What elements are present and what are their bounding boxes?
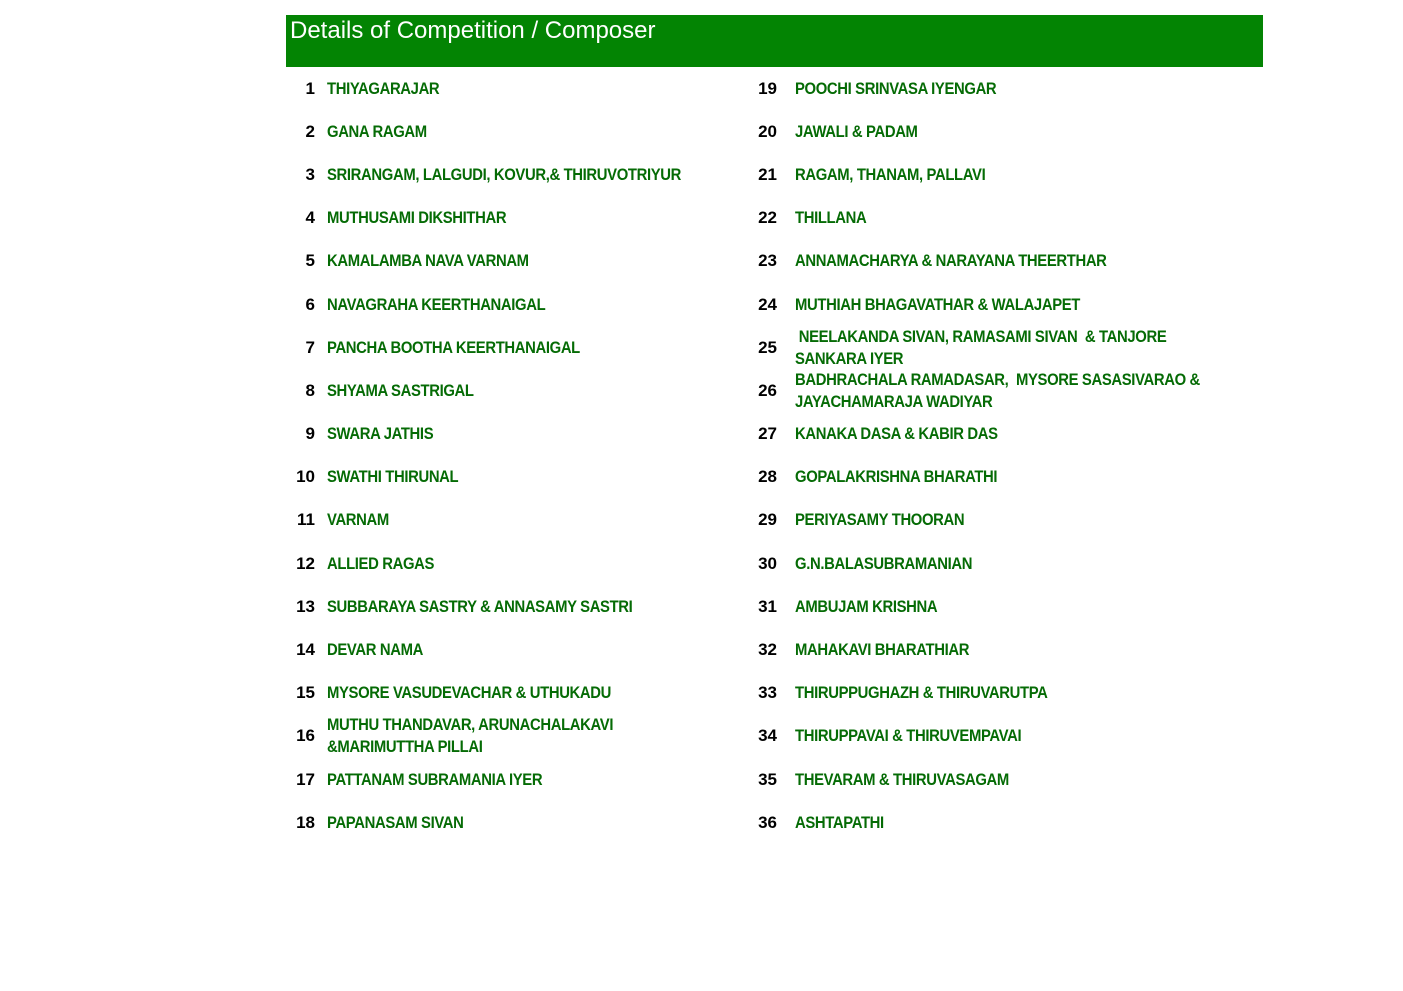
item-name: THEVARAM & THIRUVASAGAM (795, 770, 1009, 789)
item-number: 20 (758, 121, 777, 141)
item-number: 36 (758, 812, 777, 832)
item-name: SRIRANGAM, LALGUDI, KOVUR,& THIRUVOTRIYUR (327, 165, 682, 184)
item-number: 28 (758, 467, 777, 487)
list-item (286, 283, 746, 326)
list-item (286, 110, 746, 153)
item-name: JAWALI & PADAM (795, 122, 918, 141)
list-item (746, 413, 1266, 456)
list-item (746, 585, 1266, 628)
left-column-list (286, 67, 746, 844)
item-name: NAVAGRAHA KEERTHANAIGAL (327, 295, 546, 314)
item-name: PANCHA BOOTHA KEERTHANAIGAL (327, 338, 580, 357)
item-number: 17 (296, 769, 315, 789)
item-number: 8 (305, 380, 315, 400)
list-item (746, 542, 1266, 585)
list-item (286, 628, 746, 671)
item-number: 23 (758, 251, 777, 271)
item-name: ANNAMACHARYA & NARAYANA THEERTHAR (795, 252, 1107, 271)
list-item (746, 153, 1266, 196)
item-number: 25 (758, 337, 777, 357)
list-item (286, 197, 746, 240)
item-name: DEVAR NAMA (327, 641, 423, 660)
item-name: THIRUPPAVAI & THIRUVEMPAVAI (795, 727, 1022, 746)
item-name: NEELAKANDA SIVAN, RAMASAMI SIVAN & TANJORE SANKARA IYER (795, 327, 1171, 368)
item-name: AMBUJAM KRISHNA (795, 597, 938, 616)
item-number: 15 (296, 683, 315, 703)
item-number: 6 (305, 294, 315, 314)
item-number: 16 (296, 726, 315, 746)
item-name: VARNAM (327, 511, 389, 530)
item-name: SUBBARAYA SASTRY & ANNASAMY SASTRI (327, 597, 633, 616)
item-number: 10 (296, 467, 315, 487)
item-number: 33 (758, 683, 777, 703)
list-item (286, 499, 746, 542)
item-number: 21 (758, 164, 777, 184)
item-name: PATTANAM SUBRAMANIA IYER (327, 770, 543, 789)
list-item (746, 672, 1266, 715)
list-item (746, 283, 1266, 326)
list-item (746, 67, 1266, 110)
item-number: 19 (758, 78, 777, 98)
item-name: PERIYASAMY THOORAN (795, 511, 965, 530)
item-number: 7 (305, 337, 315, 357)
list-item (286, 456, 746, 499)
item-name: MUTHUSAMI DIKSHITHAR (327, 209, 507, 228)
item-number: 31 (758, 596, 777, 616)
item-number: 18 (296, 812, 315, 832)
item-number: 22 (758, 208, 777, 228)
list-item (286, 715, 746, 758)
item-name: POOCHI SRINVASA IYENGAR (795, 79, 997, 98)
list-item (286, 672, 746, 715)
list-item (286, 413, 746, 456)
item-number: 5 (305, 251, 315, 271)
item-number: 29 (758, 510, 777, 530)
list-item (746, 499, 1266, 542)
item-name: ASHTAPATHI (795, 813, 884, 832)
item-number: 30 (758, 553, 777, 573)
list-item (746, 628, 1266, 671)
list-item (286, 153, 746, 196)
list-item (746, 715, 1266, 758)
item-name: G.N.BALASUBRAMANIAN (795, 554, 973, 573)
list-item (746, 758, 1266, 801)
item-name: KANAKA DASA & KABIR DAS (795, 425, 998, 444)
item-name: RAGAM, THANAM, PALLAVI (795, 165, 986, 184)
list-item (746, 110, 1266, 153)
item-name: MUTHIAH BHAGAVATHAR & WALAJAPET (795, 295, 1081, 314)
list-item (286, 542, 746, 585)
item-number: 4 (305, 208, 315, 228)
item-name: THIRUPPUGHAZH & THIRUVARUTPA (795, 684, 1048, 703)
item-number: 3 (305, 164, 315, 184)
list-item (286, 801, 746, 844)
item-name: PAPANASAM SIVAN (327, 813, 464, 832)
item-number: 26 (758, 380, 777, 400)
list-item (286, 369, 746, 412)
list-item (746, 240, 1266, 283)
list-item (746, 326, 1266, 369)
item-number: 12 (296, 553, 315, 573)
item-number: 24 (758, 294, 777, 314)
item-name: SHYAMA SASTRIGAL (327, 381, 474, 400)
item-number: 9 (305, 424, 315, 444)
item-name: SWARA JATHIS (327, 425, 434, 444)
list-item (286, 240, 746, 283)
item-number: 1 (305, 78, 315, 98)
list-item (286, 67, 746, 110)
item-name: THIYAGARAJAR (327, 79, 440, 98)
item-number: 11 (297, 510, 315, 530)
item-name: ALLIED RAGAS (327, 554, 435, 573)
list-item (746, 369, 1266, 412)
list-item (746, 197, 1266, 240)
page-header (286, 15, 1263, 67)
item-number: 2 (305, 121, 315, 141)
list-item (286, 326, 746, 369)
list-item (746, 456, 1266, 499)
item-name: GOPALAKRISHNA BHARATHI (795, 468, 998, 487)
item-name: BADHRACHALA RAMADASAR, MYSORE SASASIVARAO & JAYACHAMARAJA WADIYAR (795, 370, 1204, 411)
item-number: 32 (758, 640, 777, 660)
item-name: KAMALAMBA NAVA VARNAM (327, 252, 529, 271)
item-name: MAHAKAVI BHARATHIAR (795, 641, 970, 660)
page-title: Details of Competition / Composer (290, 17, 656, 44)
item-number: 14 (296, 640, 315, 660)
item-name: THILLANA (795, 209, 867, 228)
list-item (746, 801, 1266, 844)
item-name: GANA RAGAM (327, 122, 427, 141)
item-name: MUTHU THANDAVAR, ARUNACHALAKAVI &MARIMUTTHA PILLAI (327, 716, 617, 757)
item-name: MYSORE VASUDEVACHAR & UTHUKADU (327, 684, 612, 703)
item-name: SWATHI THIRUNAL (327, 468, 459, 487)
item-number: 35 (758, 769, 777, 789)
item-number: 34 (758, 726, 777, 746)
list-item (286, 758, 746, 801)
item-number: 13 (296, 596, 315, 616)
list-item (286, 585, 746, 628)
right-column-list (746, 67, 1266, 844)
item-number: 27 (758, 424, 777, 444)
